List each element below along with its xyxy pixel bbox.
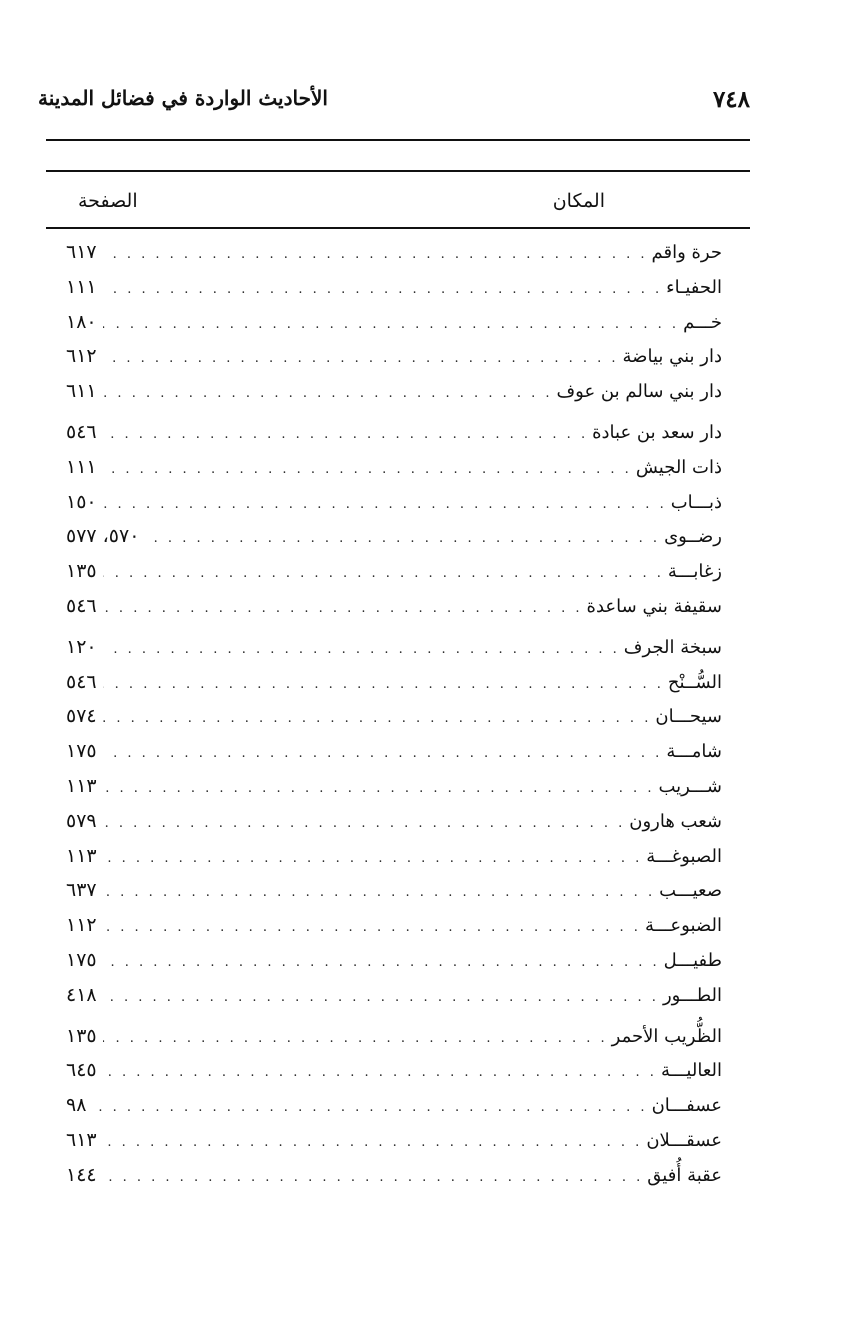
index-entries: [66, 241, 722, 1199]
index-entry: [66, 421, 722, 456]
entry-place: الصبوغـــة: [646, 845, 722, 867]
index-entry: [66, 345, 722, 380]
leader-dots: [103, 956, 660, 969]
entry-place: ذبـــاب: [670, 491, 722, 513]
index-entry: [66, 740, 722, 775]
leader-dots: [103, 283, 663, 296]
leader-dots: [103, 643, 620, 656]
entry-place: دار بني سالم بن عوف: [556, 381, 722, 403]
entry-pages: ٦١٣: [66, 1128, 97, 1151]
entry-pages: ١٥٠: [66, 490, 97, 513]
leader-dots: [103, 428, 588, 441]
entry-place: الضبوعـــة: [644, 915, 722, 937]
index-entry: [66, 456, 722, 491]
leader-dots: [103, 747, 663, 760]
entry-pages: ١٣٥: [66, 560, 97, 583]
entry-place: عسفـــان: [651, 1095, 722, 1117]
entry-pages: ١٨٠: [66, 310, 97, 333]
index-entry: [66, 380, 722, 415]
index-entry: [66, 1129, 722, 1164]
leader-dots: [92, 1101, 647, 1114]
table-top-rule: [46, 170, 750, 172]
index-entry: [66, 810, 722, 845]
entry-place: دار بني بياضة: [622, 346, 722, 368]
entry-place: صعيـــب: [659, 880, 722, 902]
entry-place: سقيفة بني ساعدة: [586, 595, 722, 617]
leader-dots: [103, 1136, 643, 1149]
page-number: ٧٤٨: [712, 86, 750, 113]
entry-place: الظُّريب الأحمر: [611, 1025, 722, 1047]
leader-dots: [103, 463, 632, 476]
column-header-rule: [46, 227, 750, 229]
index-entry: [66, 1059, 722, 1094]
entry-pages: ٥٧٩: [66, 809, 97, 832]
index-entry: [66, 845, 722, 880]
index-entry: [66, 276, 722, 311]
index-entry: [66, 914, 722, 949]
page-header: [38, 86, 750, 120]
entry-place: السُّــنْح: [667, 671, 722, 693]
index-entry: [66, 671, 722, 706]
index-entry: [66, 1094, 722, 1129]
entry-pages: ٥٤٦: [66, 594, 97, 617]
entry-pages: ٩٨: [66, 1094, 87, 1117]
entry-pages: ٦١١: [66, 380, 97, 403]
entry-pages: ١١١: [66, 275, 97, 298]
index-entry: [66, 984, 722, 1019]
leader-dots: [103, 852, 643, 865]
entry-pages: ١١٢: [66, 914, 97, 937]
leader-dots: [103, 678, 664, 691]
entry-place: شامـــة: [666, 741, 722, 763]
entry-pages: ٦٤٥: [66, 1059, 97, 1082]
leader-dots: [103, 1032, 608, 1045]
header-rule: [46, 139, 750, 141]
entry-place: الحفيـاء: [666, 276, 722, 298]
leader-dots: [103, 352, 619, 365]
entry-pages: ٥٧٤: [66, 705, 97, 728]
entry-place: عسقـــلان: [646, 1129, 722, 1151]
index-entry: [66, 241, 722, 276]
index-entry: [66, 949, 722, 984]
index-entry: [66, 1164, 722, 1199]
entry-place: دار سعد بن عبادة: [592, 421, 722, 443]
entry-place: سبخة الجرف: [623, 636, 722, 658]
leader-dots: [103, 886, 655, 899]
index-entry: [66, 1025, 722, 1060]
running-title: الأحاديث الواردة في فضائل المدينة: [38, 86, 328, 110]
leader-dots: [103, 387, 553, 400]
index-entry: [66, 775, 722, 810]
entry-pages: ١٢٠: [66, 635, 97, 658]
entry-pages: ٥٧٠، ٥٧٧: [66, 525, 140, 548]
entry-pages: ١١٣: [66, 844, 97, 867]
index-entry: [66, 560, 722, 595]
leader-dots: [103, 991, 659, 1004]
leader-dots: [103, 782, 655, 795]
entry-pages: ٦١٧: [66, 241, 97, 263]
column-header-page: الصفحة: [78, 190, 138, 212]
entry-pages: ١٧٥: [66, 740, 97, 763]
index-entry: [66, 525, 722, 560]
leader-dots: [103, 498, 667, 511]
entry-place: زغابـــة: [667, 561, 722, 583]
leader-dots: [103, 567, 664, 580]
entry-place: حرة واقم: [651, 242, 722, 263]
column-headers: [46, 190, 750, 220]
entry-place: العاليـــة: [660, 1060, 722, 1082]
column-header-place: المكان: [552, 190, 605, 212]
entry-pages: ٥٤٦: [66, 670, 97, 693]
entry-pages: ١١١: [66, 455, 97, 478]
entry-place: عقبة أُفيق: [647, 1164, 722, 1186]
index-entry: [66, 705, 722, 740]
entry-pages: ٤١٨: [66, 983, 97, 1006]
entry-place: رضــوى: [664, 526, 722, 548]
entry-pages: ٦٣٧: [66, 879, 97, 902]
index-entry: [66, 311, 722, 346]
leader-dots: [103, 712, 652, 725]
entry-place: شعب هارون: [629, 810, 722, 832]
leader-dots: [103, 248, 648, 261]
entry-place: سيحـــان: [655, 706, 722, 728]
leader-dots: [103, 1066, 657, 1079]
entry-pages: ١٤٤: [66, 1163, 97, 1186]
index-entry: [66, 879, 722, 914]
entry-place: خـــم: [683, 311, 722, 333]
leader-dots: [103, 817, 626, 830]
entry-pages: ١١٣: [66, 774, 97, 797]
entry-pages: ١٧٥: [66, 948, 97, 971]
entry-pages: ١٣٥: [66, 1024, 97, 1047]
entry-pages: ٦١٢: [66, 345, 97, 368]
leader-dots: [103, 1171, 644, 1184]
entry-place: ذات الجيش: [635, 456, 722, 478]
leader-dots: [103, 602, 583, 615]
entry-place: الطـــور: [662, 984, 722, 1006]
leader-dots: [103, 318, 679, 331]
entry-place: شـــريب: [658, 775, 722, 797]
index-entry: [66, 595, 722, 630]
leader-dots: [145, 532, 660, 545]
entry-place: طفيـــل: [663, 949, 722, 971]
entry-pages: ٥٤٦: [66, 420, 97, 443]
index-entry: [66, 491, 722, 526]
index-entry: [66, 636, 722, 671]
leader-dots: [103, 921, 641, 934]
